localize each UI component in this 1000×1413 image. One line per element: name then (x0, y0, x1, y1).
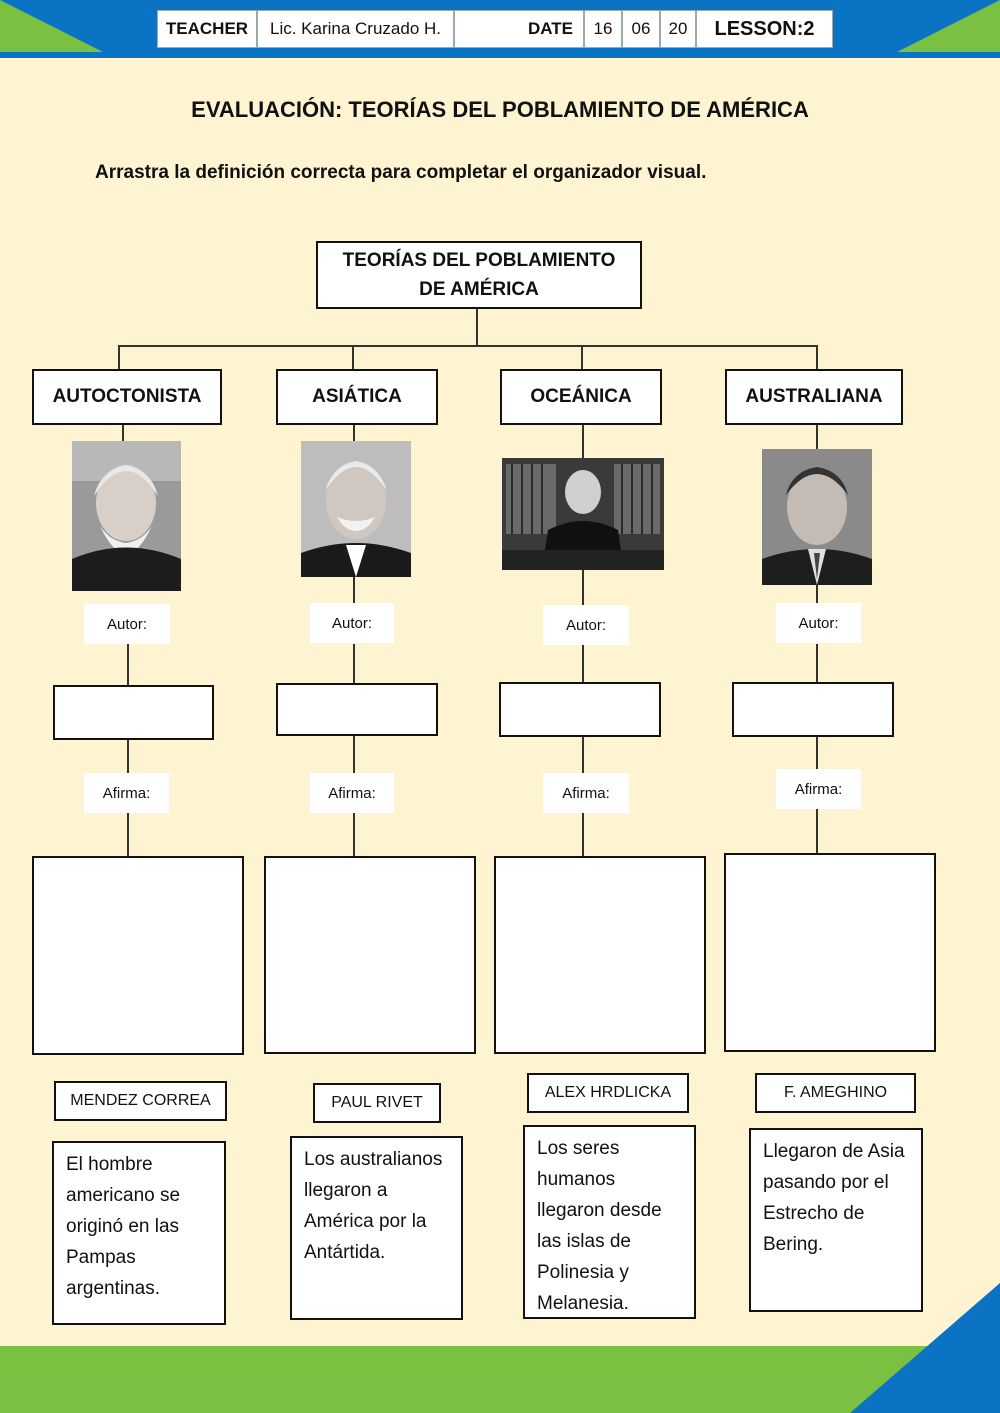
root-title-line2: DE AMÉRICA (419, 279, 539, 300)
portrait-photo-2 (301, 441, 411, 577)
col1-line-d (127, 812, 129, 856)
col3-line-c (582, 645, 584, 682)
draggable-definition-2[interactable]: Los australianos llegaron a América por la Antártida. (290, 1136, 463, 1320)
date-year: 20 (660, 10, 696, 48)
author-dropzone-1[interactable] (53, 685, 214, 740)
author-dropzone-2[interactable] (276, 683, 438, 736)
col3-line-b (582, 570, 584, 605)
root-node (316, 241, 642, 309)
claim-label-1: Afirma: (84, 773, 169, 813)
branch-drop-4 (816, 345, 818, 369)
claim-dropzone-2[interactable] (264, 856, 476, 1054)
col1-line-c (127, 740, 129, 774)
col4-line-d (816, 737, 818, 770)
col2-line-c (353, 644, 355, 683)
claim-label-3: Afirma: (543, 773, 629, 813)
theory-oceanica: OCEÁNICA (500, 369, 662, 425)
author-dropzone-3[interactable] (499, 682, 661, 737)
portrait-photo-1 (72, 441, 181, 591)
date-day: 16 (584, 10, 622, 48)
author-dropzone-4[interactable] (732, 682, 894, 737)
col1-line-a (122, 425, 124, 441)
date-month: 06 (622, 10, 660, 48)
teacher-name: Lic. Karina Cruzado H. (257, 10, 454, 48)
portrait-photo-3 (502, 458, 664, 570)
draggable-author-f-ameghino[interactable]: F. AMEGHINO (755, 1073, 916, 1113)
draggable-author-paul-rivet[interactable]: PAUL RIVET (313, 1083, 441, 1123)
draggable-definition-3[interactable]: Los seres humanos llegaron desde las islas de Polinesia y Melanesia. (523, 1125, 696, 1319)
col1-line-b (127, 644, 129, 685)
branch-drop-3 (581, 345, 583, 369)
draggable-author-mendez-correa[interactable]: MENDEZ CORREA (54, 1081, 227, 1121)
lesson-label: LESSON:2 (696, 10, 833, 48)
col4-line-b (816, 585, 818, 604)
author-label-1: Autor: (84, 604, 170, 644)
col3-line-d (582, 737, 584, 774)
draggable-definition-1[interactable]: El hombre americano se originó en las Pampas argentinas. (52, 1141, 226, 1325)
claim-dropzone-3[interactable] (494, 856, 706, 1054)
root-connector (476, 309, 478, 346)
col4-line-c (816, 644, 818, 682)
col3-line-e (582, 812, 584, 856)
claim-dropzone-4[interactable] (724, 853, 936, 1052)
branch-drop-2 (352, 345, 354, 369)
instruction-text: Arrastra la definición correcta para completar el organizador visual. (95, 162, 707, 183)
date-label: DATE (454, 10, 584, 48)
theory-autoctonista: AUTOCTONISTA (32, 369, 222, 425)
col2-line-d (353, 735, 355, 774)
col4-line-a (816, 425, 818, 449)
col4-line-e (816, 808, 818, 853)
draggable-author-alex-hrdlicka[interactable]: ALEX HRDLICKA (527, 1073, 689, 1113)
claim-label-4: Afirma: (776, 769, 861, 809)
col2-line-a (353, 425, 355, 441)
page-title: EVALUACIÓN: TEORÍAS DEL POBLAMIENTO DE AMÉRICA (191, 97, 809, 122)
theory-australiana: AUSTRALIANA (725, 369, 903, 425)
portrait-photo-4 (762, 449, 872, 585)
branch-drop-1 (118, 345, 120, 369)
col3-line-a (582, 425, 584, 458)
author-label-4: Autor: (776, 603, 861, 643)
theory-asiatica: ASIÁTICA (276, 369, 438, 425)
col2-line-e (353, 812, 355, 856)
col2-line-b (353, 577, 355, 604)
author-label-2: Autor: (310, 603, 394, 643)
claim-dropzone-1[interactable] (32, 856, 244, 1055)
branch-line (118, 345, 818, 347)
teacher-label: TEACHER (157, 10, 257, 48)
author-label-3: Autor: (543, 605, 629, 645)
draggable-definition-4[interactable]: Llegaron de Asia pasando por el Estrecho de Bering. (749, 1128, 923, 1312)
root-title-line1: TEORÍAS DEL POBLAMIENTO (342, 250, 616, 271)
claim-label-2: Afirma: (310, 773, 394, 813)
